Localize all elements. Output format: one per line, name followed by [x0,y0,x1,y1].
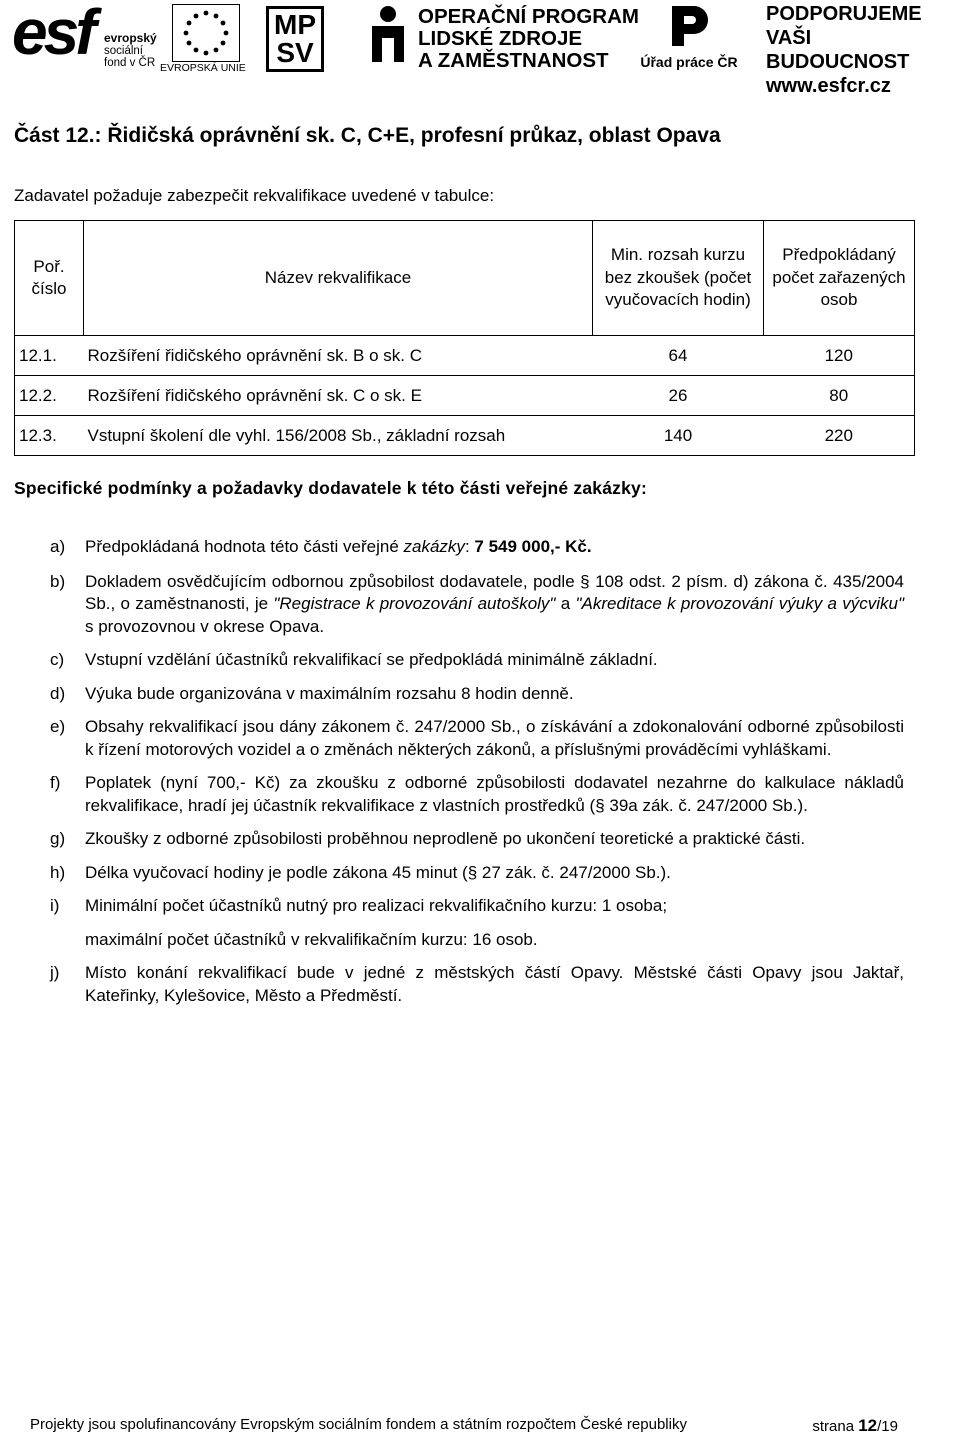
list-item-label: c) [50,650,65,669]
list-item: e) Obsahy rekvalifikací jsou dány zákonem č. 247/2000 Sb., o získávání a zdokonalování odborné způsobilosti k řízení motorových vozidel a o změnách některých zákonů, a příslušnými prováděcími vyhláškami. [50,717,904,759]
list-item-label: f) [50,773,61,792]
list-item: f) Poplatek (nyní 700,- Kč) za zkoušku z odborné způsobilosti dodavatel nezahrne do kalkulace nákladů rekvalifikace, hradí jej účastník rekvalifikace z vlastních prostředků (§ 39a zák. č. 247/2000 Sb.). [50,773,904,815]
estimated-value: 7 549 000,- Kč. [474,537,592,556]
row-number: 12.3. [15,416,84,456]
intro-text: Zadavatel požaduje zabezpečit rekvalifikace uvedené v tabulce: [14,186,495,205]
eu-label: EVROPSKÁ UNIE [160,62,246,74]
row-name: Rozšíření řidičského oprávnění sk. C o sk. E [84,376,593,416]
eu-logo [160,4,246,74]
list-item-label: b) [50,571,66,591]
list-item-label: d) [50,683,66,703]
footer-cofinancing-note: Projekty jsou spolufinancovány Evropským sociálním fondem a státním rozpočtem České republiky [30,1416,687,1433]
list-item: g) Zkoušky z odborné způsobilosti proběhnou neprodleně po ukončení teoretické a praktické části. [50,828,904,851]
list-item-label: e) [50,717,66,736]
list-item: i) Minimální počet účastníků nutný pro realizaci rekvalifikačního kurzu: 1 osoba; maximální počet účastníků v rekvalifikačním kurzu: 16 osob. [50,896,668,949]
esf-logo-text: evropský sociální fond v ČR [104,31,157,69]
list-item: d) Výuka bude organizována v maximálním rozsahu 8 hodin denně. [50,683,904,706]
conditions-list [50,536,904,1007]
oplz-logo-text: OPERAČNÍ PROGRAM LIDSKÉ ZDROJE A ZAMĚSTNANOST [418,5,639,72]
row-number: 12.2. [15,376,84,416]
table-row [15,416,915,456]
row-hours: 26 [593,376,764,416]
list-item-label: h) [50,862,66,882]
list-item: b) Dokladem osvědčujícím odbornou způsobilost dodavatele, podle § 108 odst. 2 písm. d) zákona č. 435/2004 Sb., o zaměstnanosti, je "Registrace k provozování autoškoly" a "Akreditace k provozování výuky a výcviku" s provozovnou v okrese Opava. [50,571,905,636]
page-number: strana 12/19 [812,1416,898,1435]
header-min-hours: Min. rozsah kurzu bez zkoušek (počet vyučovacích hodin) [593,221,764,336]
list-item: h) Délka vyučovací hodiny je podle zákona 45 minut (§ 27 zák. č. 247/2000 Sb.). [50,862,904,885]
row-hours: 140 [593,416,764,456]
support-slogan: PODPORUJEME VAŠI BUDOUCNOST www.esfcr.cz [766,3,922,97]
list-item-label: g) [50,829,66,848]
row-number: 12.1. [15,336,84,376]
requalification-table [14,220,915,456]
row-name: Rozšíření řidičského oprávnění sk. B o sk. C [84,336,593,376]
esf-logo [12,2,162,74]
table-row [15,336,915,376]
header-course-name: Název rekvalifikace [84,221,593,336]
table-header-row [15,221,915,336]
header-expected-persons: Předpokládaný počet zařazených osob [764,221,915,336]
row-persons: 120 [764,336,915,376]
eu-stars-icon [172,4,240,62]
row-hours: 64 [593,336,764,376]
list-item-label: a) [50,537,66,556]
oplz-icon [368,4,408,64]
urad-prace-label: Úřad práce ČR [640,54,738,70]
row-persons: 220 [764,416,915,456]
conditions-heading: Specifické podmínky a požadavky dodavatele k této části veřejné zakázky: [14,478,648,498]
list-item: a) Předpokládaná hodnota této části veřejné zakázky: 7 549 000,- Kč. [50,536,904,559]
header-order-number: Poř. číslo [15,221,84,336]
urad-prace-icon [668,2,712,50]
row-name: Vstupní školení dle vyhl. 156/2008 Sb., základní rozsah [84,416,593,456]
list-item: c) Vstupní vzdělání účastníků rekvalifikací se předpokládá minimálně základní. [50,649,904,672]
esf-logo-mark: esf [12,0,93,68]
mpsv-logo: MP SV [266,6,324,72]
logo-header [0,0,960,97]
table-row [15,376,915,416]
list-item-label: j) [50,963,60,982]
row-persons: 80 [764,376,915,416]
list-item-label: i) [50,896,60,915]
urad-prace-logo [634,2,744,74]
list-item: j) Místo konání rekvalifikací bude v jedné z městských částí Opavy. Městské části Opavy jsou Jaktař, Kateřinky, Kylešovice, Město a Předměstí. [50,963,904,1005]
page-title: Část 12.: Řidičská oprávnění sk. C, C+E, profesní průkaz, oblast Opava [14,124,721,147]
